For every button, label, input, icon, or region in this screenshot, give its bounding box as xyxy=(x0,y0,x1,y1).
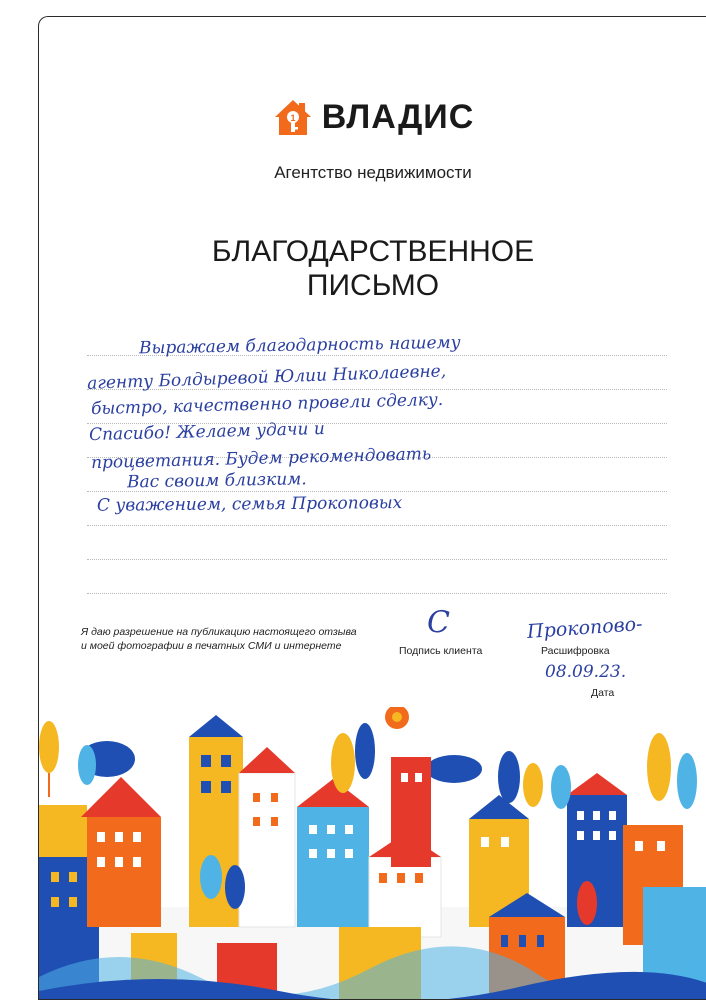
date-value: 08.09.23. xyxy=(545,662,627,682)
svg-text:1: 1 xyxy=(290,113,296,123)
date-label: Дата xyxy=(591,687,615,699)
consent-line-1: Я даю разрешение на публикацию настоящего отзыва xyxy=(81,626,357,638)
house-key-icon xyxy=(272,97,314,137)
ruled-line xyxy=(87,593,667,594)
brand-tagline: Агентство недвижимости xyxy=(274,163,472,182)
handwritten-line: Выражаем благодарность нашему xyxy=(138,332,461,359)
brand-name: ВЛАДИС xyxy=(321,97,475,136)
consent-line-2: и моей фотографии в печатных СМИ и интернете xyxy=(81,640,342,652)
letter-title xyxy=(39,235,706,303)
city-illustration xyxy=(39,707,706,1000)
handwritten-line: быстро, качественно провели сделку. xyxy=(90,389,444,420)
handwritten-line: агенту Болдыревой Юлии Николаевне, xyxy=(86,361,447,394)
decoding-value: Прокопово- xyxy=(526,612,644,644)
title-line-2: ПИСЬМО xyxy=(306,269,440,302)
handwritten-line: Вас своим близким. xyxy=(126,469,307,493)
signature-label: Подпись клиента xyxy=(399,645,483,657)
ruled-line xyxy=(87,525,667,526)
client-signature: С xyxy=(427,605,450,640)
brand-logo xyxy=(39,97,706,142)
decoding-label: Расшифровка xyxy=(541,645,610,657)
handwritten-line: С уважением, семья Прокоповых xyxy=(96,493,403,516)
publication-consent xyxy=(81,625,357,653)
handwritten-line: процветания. Будем рекомендовать xyxy=(90,444,432,474)
title-line-1: БЛАГОДАРСТВЕННОЕ xyxy=(211,235,535,268)
ruled-line xyxy=(87,559,667,560)
letter-page xyxy=(38,16,706,1000)
handwritten-line: Спасибо! Желаем удачи и xyxy=(88,418,326,446)
